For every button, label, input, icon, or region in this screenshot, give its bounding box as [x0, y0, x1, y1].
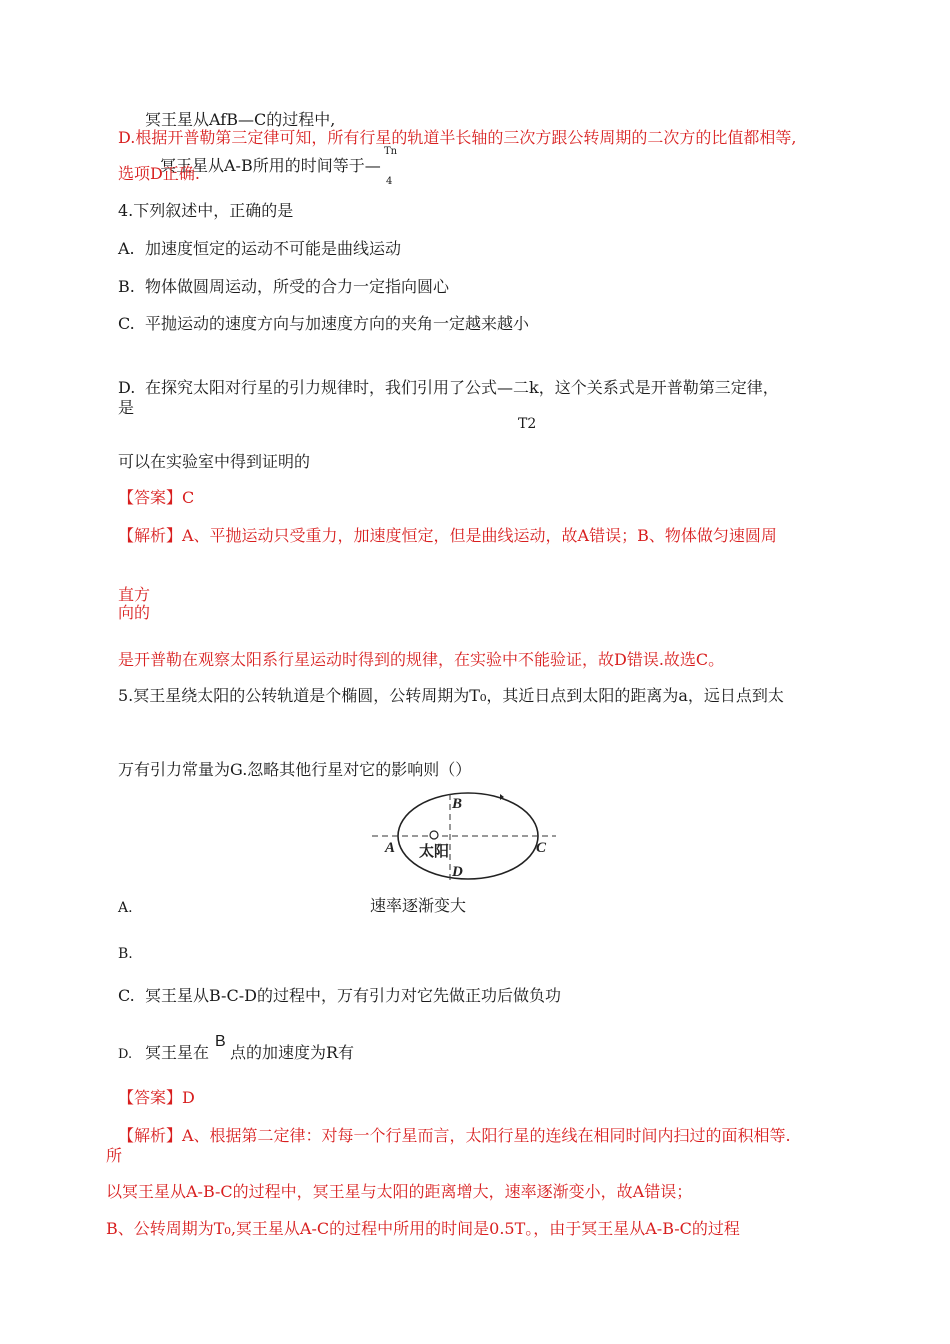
q5-option-d-label: D.: [118, 1047, 133, 1062]
label-b: B: [452, 796, 463, 812]
q3-fraction-denominator: 4: [386, 176, 393, 187]
q4-option-d-continued: 可以在实验室中得到证明的: [118, 452, 311, 471]
q4-analysis-fragment-3: 是开普勒在观察太阳系行星运动时得到的规律，在实验中不能验证，故D错误.故选C。: [118, 650, 725, 669]
q4-option-a-label: A.: [118, 239, 135, 258]
q4-option-c-text: 平抛运动的速度方向与加速度方向的夹角一定越来越小: [145, 314, 530, 333]
q4-option-d-text: 在探究太阳对行星的引力规律时，我们引用了公式—二k，这个关系式是开普勒第三定律，: [145, 378, 779, 397]
q4-option-b-text: 物体做圆周运动，所受的合力一定指向圆心: [145, 277, 450, 296]
label-sun: 太阳: [419, 842, 450, 860]
q4-analysis-fragment-2: 向的: [118, 603, 151, 622]
q4-answer: 【答案】C: [118, 488, 195, 507]
q4-analysis-fragment-1: 直方: [118, 585, 151, 604]
q4-option-a-text: 加速度恒定的运动不可能是曲线运动: [145, 239, 402, 258]
q5-option-d-text-2: 点的加速度为R有: [230, 1043, 355, 1062]
orbit-ellipse-figure: [372, 788, 556, 884]
q5-analysis-3: B、公转周期为T₀,冥王星从A-C的过程中所用的时间是0.5T。，由于冥王星从A-B-C的过程: [106, 1219, 740, 1238]
q5-option-a-label: A.: [118, 900, 133, 916]
q5-option-c-text: 冥王星从B-C-D的过程中，万有引力对它先做正功后做负功: [145, 986, 561, 1005]
q5-analysis-2: 以冥王星从A-B-C的过程中，冥王星与太阳的距离增大，速率逐渐变小，故A错误；: [106, 1182, 693, 1201]
label-d: D: [452, 864, 463, 880]
q3-select-d: 选项D正确.: [118, 164, 200, 183]
q4-option-d-label: D.: [118, 378, 136, 397]
q4-option-d-shi: 是: [118, 398, 135, 417]
q5-option-d-text-1: 冥王星在: [145, 1043, 210, 1062]
q3-option-d-explanation: D.根据开普勒第三定律可知，所有行星的轨道半长轴的三次方跟公转周期的二次方的比值都相等,: [118, 128, 797, 147]
q5-option-c-label: C.: [118, 986, 135, 1005]
q5-option-b-label: B.: [118, 946, 133, 962]
q3-option-c-time: 冥王星从A-B所用的时间等于—: [160, 156, 381, 175]
q5-stem: 5.冥王星绕太阳的公转轨道是个椭圆，公转周期为T₀，其近日点到太阳的距离为a，远日点到太: [118, 686, 784, 705]
q5-analysis-1b: 所: [106, 1146, 123, 1165]
q4-analysis: 【解析】A、平抛运动只受重力，加速度恒定，但是曲线运动，故A错误；B、物体做匀速圆周: [118, 526, 777, 545]
q5-option-d-point-b: B: [215, 1033, 226, 1050]
q4-option-c-label: C.: [118, 314, 135, 333]
q4-option-b-label: B.: [118, 277, 135, 296]
q5-answer: 【答案】D: [118, 1088, 195, 1107]
q4-formula-t2: T2: [518, 416, 537, 432]
label-c: C: [536, 840, 547, 856]
q5-option-a-text: 速率逐渐变大: [370, 896, 467, 915]
label-a: A: [385, 840, 396, 856]
q5-analysis-1: 【解析】A、根据第二定律：对每一个行星而言，太阳行星的连线在相同时间内扫过的面积相等.: [118, 1126, 791, 1145]
q4-stem: 4.下列叙述中，正确的是: [118, 201, 294, 220]
q3-fraction-numerator: Tn: [384, 146, 398, 157]
q3-option-c-head: 冥王星从AfB—C的过程中,: [145, 110, 336, 129]
sun-marker: [430, 831, 438, 839]
q5-stem-continued: 万有引力常量为G.忽略其他行星对它的影响则（）: [118, 760, 472, 779]
